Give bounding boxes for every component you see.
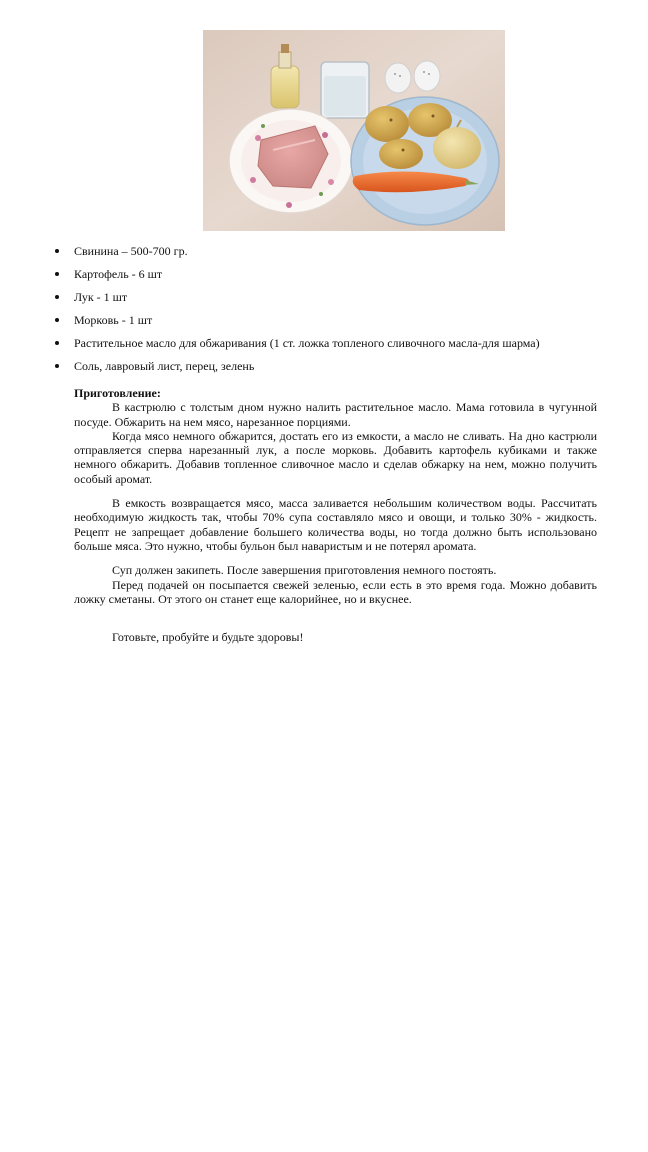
- preparation-paragraph: В кастрюлю с толстым дном нужно налить растительное масло. Мама готовила в чугунной посуде. Обжарить на нем мясо, нарезанное порциями.: [74, 400, 597, 429]
- preparation-paragraph: Суп должен закипеть. После завершения приготовления немного постоять.: [112, 563, 497, 578]
- ingredient-list: [54, 244, 614, 382]
- vegetable-plate: [351, 97, 499, 225]
- preparation-paragraph: В емкость возвращается мясо, масса заливается небольшим количеством воды. Рассчитать необходимую жидкость так, чтобы 70% супа составляло мясо и овощи, и только 30% - жидкость. Рецепт не запрещает добавление большего количества воды, но тогда должно быть использовано больше мяса. Это нужно, чтобы бульон был наваристым и не потерял аромата.: [74, 496, 597, 553]
- meat-plate: [229, 109, 353, 213]
- recipe-ingredients-photo: [203, 30, 505, 231]
- closing-line: Готовьте, пробуйте и будьте здоровы!: [112, 630, 304, 645]
- ingredient-item: Свинина – 500-700 гр.: [54, 244, 614, 258]
- preparation-section: [74, 386, 597, 644]
- ingredient-item: Морковь - 1 шт: [54, 313, 614, 327]
- preparation-heading: Приготовление:: [74, 386, 161, 400]
- ingredient-item: Лук - 1 шт: [54, 290, 614, 304]
- preparation-paragraph: Перед подачей он посыпается свежей зеленью, если есть в это время года. Можно добавить ложку сметаны. От этого он станет еще калорийнее, но и вкуснее.: [74, 577, 597, 606]
- ingredient-item: Растительное масло для обжаривания (1 ст. ложка топленого сливочного масла-для шарма): [54, 336, 614, 350]
- preparation-paragraph: Когда мясо немного обжарится, достать его из емкости, а масло не сливать. На дно кастрюли отправляется сперва нарезанный лук, а после морковь. Добавить картофель кубиками и также немного обжарить. Добавив топленное сливочное масло и сделав обжарку на нем, можно получить особый аромат.: [74, 428, 597, 486]
- ingredient-item: Соль, лавровый лист, перец, зелень: [54, 359, 614, 373]
- water-glass: [321, 62, 369, 118]
- ingredient-item: Картофель - 6 шт: [54, 267, 614, 281]
